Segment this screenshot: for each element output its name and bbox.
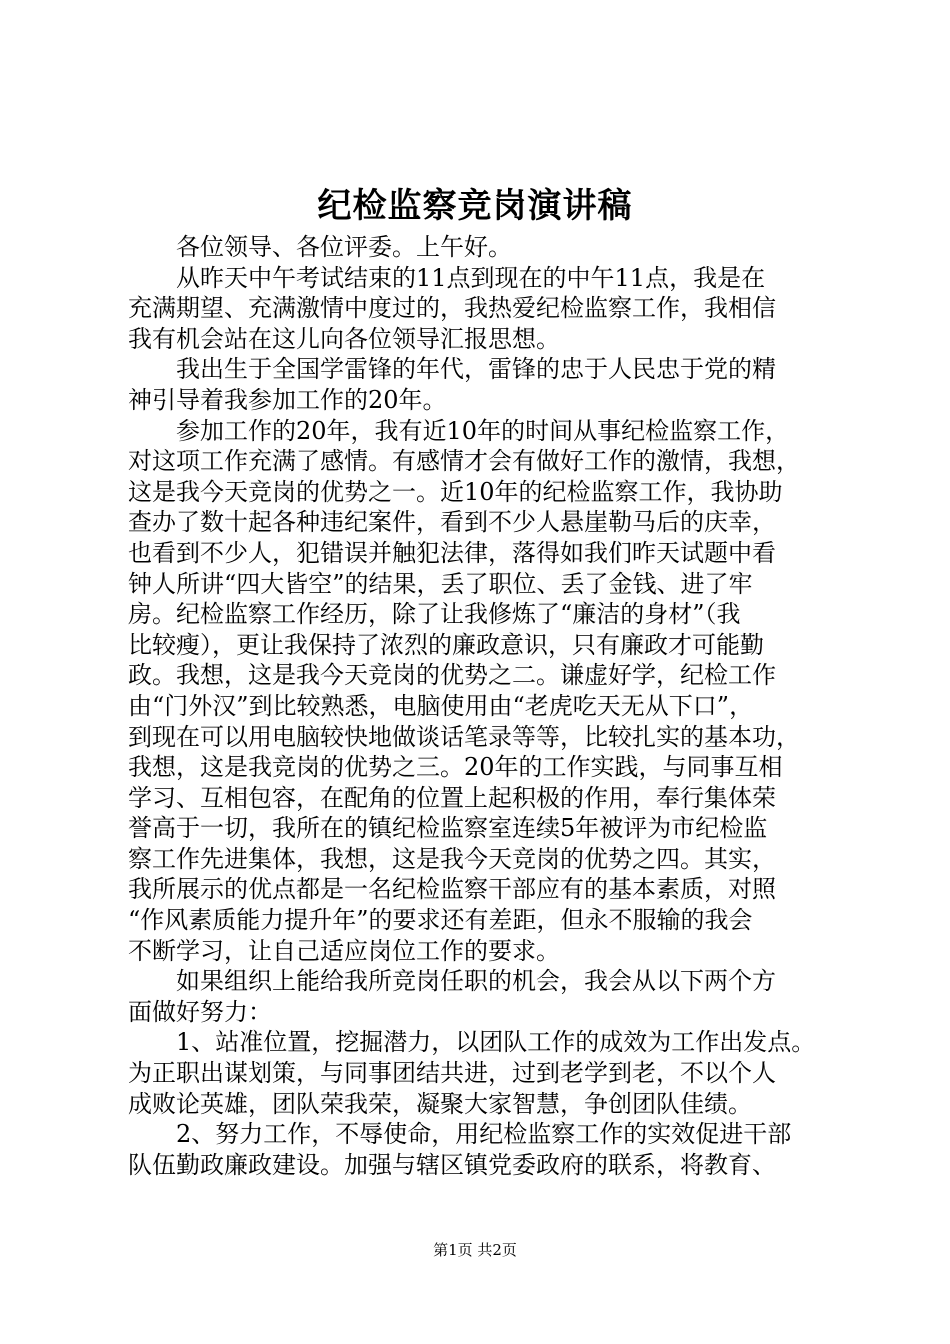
text-line: 由“门外汉”到比较熟悉，电脑使用由“老虎吃天无从下口”，	[128, 691, 754, 720]
text-line: 到现在可以用电脑较快地做谈话笔录等等，比较扎实的基本功，	[128, 722, 800, 751]
text-line: 如果组织上能给我所竞岗任职的机会，我会从以下两个方	[128, 967, 776, 996]
document-body	[128, 232, 828, 1180]
paragraph-plan-item-1	[128, 1027, 828, 1119]
text-line: 面做好努力：	[128, 997, 272, 1026]
page-title: 纪检监察竞岗演讲稿	[317, 186, 633, 226]
text-line: 房。纪检监察工作经历，除了让我修炼了“廉洁的身材”（我	[128, 600, 741, 629]
text-line: 队伍勤政廉政建设。加强与辖区镇党委政府的联系，将教育、	[128, 1150, 776, 1179]
text-line: 从昨天中午考试结束的11点到现在的中午11点，我是在	[128, 263, 766, 292]
text-line: 我所展示的优点都是一名纪检监察干部应有的基本素质，对照	[128, 875, 776, 904]
text-line: 我想，这是我竞岗的优势之三。20年的工作实践，与同事互相	[128, 753, 783, 782]
text-line: 比较瘦），更让我保持了浓烈的廉政意识，只有廉政才可能勤	[128, 630, 764, 659]
text-line: 成败论英雄，团队荣我荣，凝聚大家智慧，争创团队佳绩。	[128, 1089, 752, 1118]
text-line: 2、努力工作，不辱使命，用纪检监察工作的实效促进干部	[128, 1120, 792, 1149]
paragraph-plan-item-2	[128, 1119, 828, 1180]
text-line: 1、站准位置，挖掘潜力，以团队工作的成效为工作出发点。	[128, 1028, 816, 1057]
text-line: 察工作先进集体，我想，这是我今天竞岗的优势之四。其实，	[128, 844, 776, 873]
paragraph-plan-intro	[128, 966, 828, 1027]
text-line: “作风素质能力提升年”的要求还有差距，但永不服输的我会	[128, 906, 753, 935]
text-line: 我有机会站在这儿向各位领导汇报思想。	[128, 324, 560, 353]
text-line: 也看到不少人，犯错误并触犯法律，落得如我们昨天试题中看	[128, 538, 776, 567]
text-line: 对这项工作充满了感情。有感情才会有做好工作的激情，我想，	[128, 447, 800, 476]
text-line: 参加工作的20年，我有近10年的时间从事纪检监察工作，	[128, 416, 790, 445]
paragraph-intro	[128, 263, 828, 355]
paragraph-greeting	[128, 232, 828, 263]
text-line: 充满期望、充满激情中度过的，我热爱纪检监察工作，我相信	[128, 294, 776, 323]
text-line: 不断学习，让自己适应岗位工作的要求。	[128, 936, 560, 965]
text-line: 查办了数十起各种违纪案件，看到不少人悬崖勒马后的庆幸，	[128, 508, 776, 537]
text-line: 这是我今天竞岗的优势之一。近10年的纪检监察工作，我协助	[128, 477, 783, 506]
text-line: 誉高于一切，我所在的镇纪检监察室连续5年被评为市纪检监	[128, 814, 768, 843]
paragraph-advantages	[128, 416, 828, 967]
text-line: 钟人所讲“四大皆空”的结果，丢了职位、丢了金钱、进了牢	[128, 569, 753, 598]
text-line: 我出生于全国学雷锋的年代，雷锋的忠于人民忠于党的精	[128, 355, 776, 384]
text-line: 学习、互相包容，在配角的位置上起积极的作用，奉行集体荣	[128, 783, 776, 812]
text-line: 为正职出谋划策，与同事团结共进，过到老学到老，不以个人	[128, 1059, 776, 1088]
text-line: 神引导着我参加工作的20年。	[128, 385, 447, 414]
text-line: 政。我想，这是我今天竞岗的优势之二。谦虚好学，纪检工作	[128, 661, 776, 690]
paragraph-background	[128, 354, 828, 415]
page-number-footer: 第1页 共2页	[433, 1241, 517, 1259]
text-line: 各位领导、各位评委。上午好。	[128, 233, 512, 261]
